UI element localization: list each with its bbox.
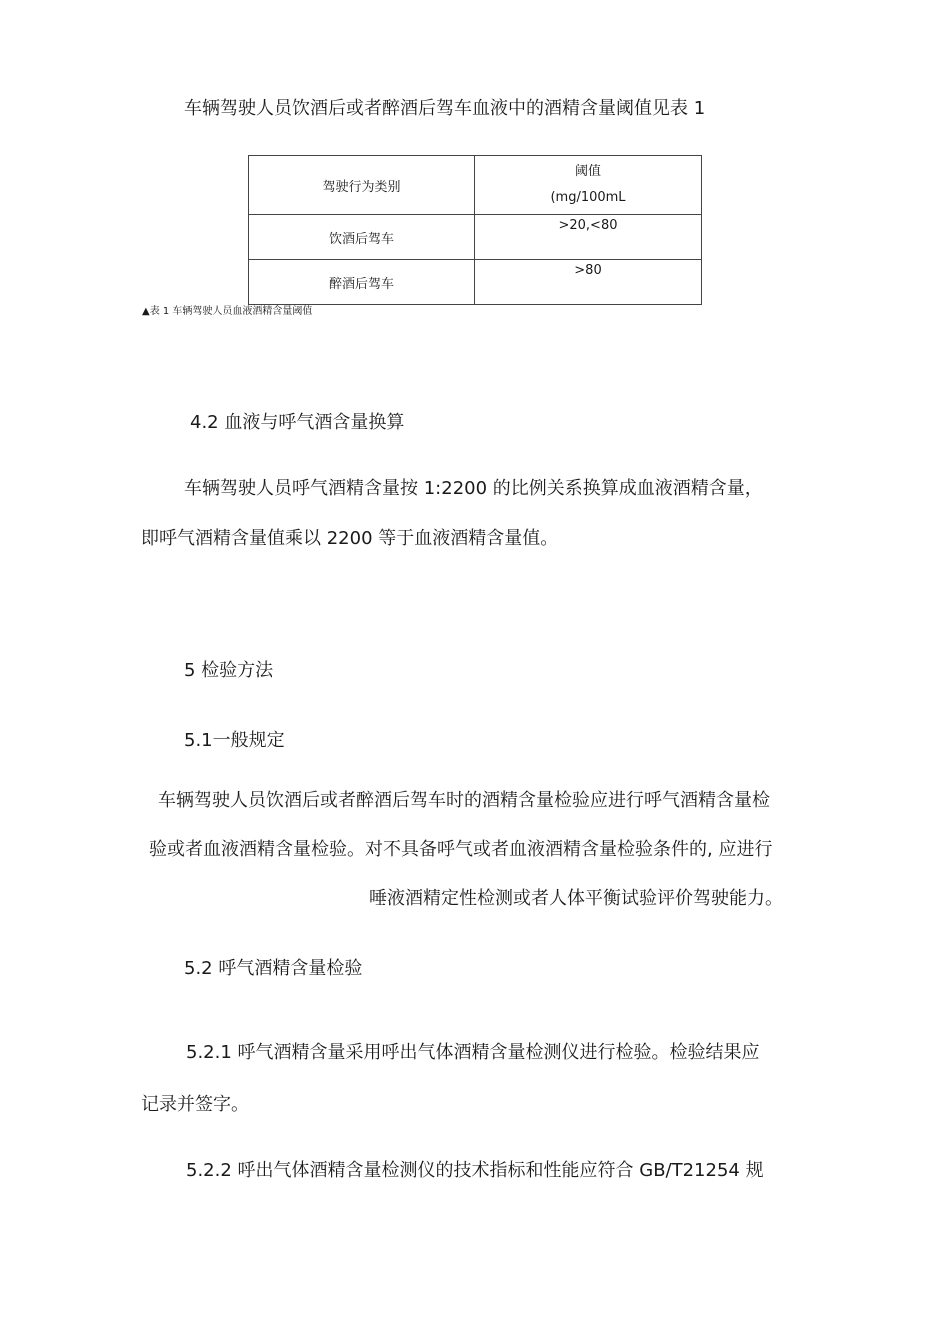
row-category-cell: 醉酒后驾车 — [249, 260, 475, 305]
section-5-2-1-paragraph-line1: 5.2.1 呼气酒精含量采用呼出气体酒精含量检测仪进行检验。检验结果应 — [186, 1042, 760, 1063]
table-row — [249, 260, 702, 305]
header-threshold-cell — [475, 156, 702, 215]
section-4-2-paragraph-line2: 即呼气酒精含量值乘以 2200 等于血液酒精含量值。 — [141, 528, 559, 549]
row-value-cell: >20,<80 — [475, 215, 702, 260]
section-5-1-heading: 5.1一般规定 — [184, 730, 285, 751]
section-5-2-2-paragraph: 5.2.2 呼出气体酒精含量检测仪的技术指标和性能应符合 GB/T21254 规 — [186, 1160, 764, 1181]
section-4-2-paragraph-line1: 车辆驾驶人员呼气酒精含量按 1:2200 的比例关系换算成血液酒精含量， — [184, 478, 763, 499]
header-threshold-unit: (mg/100mL — [550, 190, 626, 205]
threshold-table — [248, 155, 702, 305]
table-row — [249, 215, 702, 260]
section-4-2-heading: 4.2 血液与呼气酒含量换算 — [190, 412, 405, 433]
section-5-2-heading: 5.2 呼气酒精含量检验 — [184, 958, 363, 979]
header-threshold-label: 阈值 — [574, 164, 601, 179]
section-5-1-paragraph-line2: 验或者血液酒精含量检验。对不具备呼气或者血液酒精含量检验条件的, 应进行 — [149, 839, 773, 860]
header-category-cell: 驾驶行为类别 — [249, 156, 475, 215]
table-caption: ▲表 1 车辆驾驶人员血液酒精含量阈值 — [142, 306, 313, 317]
section-5-1-paragraph-line1: 车辆驾驶人员饮酒后或者醉酒后驾车时的酒精含量检验应进行呼气酒精含量检 — [158, 790, 770, 811]
row-value-cell: >80 — [475, 260, 702, 305]
table-header-row — [249, 156, 702, 215]
section-5-1-paragraph-line3: 唾液酒精定性检测或者人体平衡试验评价驾驶能力。 — [369, 888, 783, 909]
intro-paragraph: 车辆驾驶人员饮酒后或者醉酒后驾车血液中的酒精含量阈值见表 1 — [184, 98, 706, 119]
section-5-heading: 5 检验方法 — [184, 660, 274, 681]
section-5-2-1-paragraph-line2: 记录并签字。 — [141, 1094, 249, 1115]
row-category-cell: 饮酒后驾车 — [249, 215, 475, 260]
